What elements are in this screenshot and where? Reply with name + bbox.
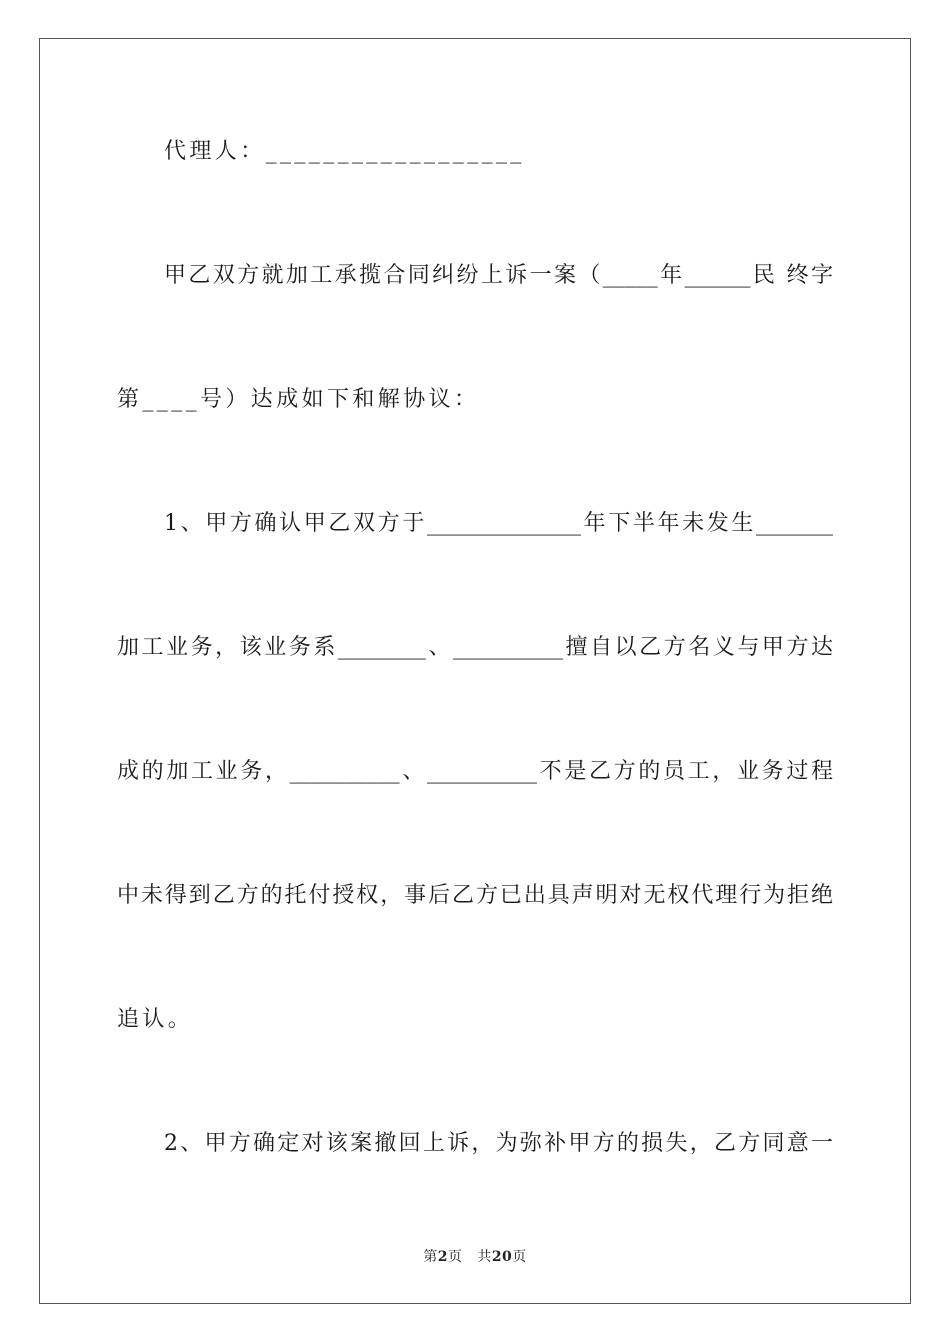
paragraph-intro-line-1: 甲乙双方就加工承揽合同纠纷上诉一案（_____年______民 终字 <box>164 263 833 288</box>
footer-total-suffix: 页 <box>512 1249 527 1265</box>
footer-total-prefix: 共 <box>477 1249 492 1265</box>
footer-page-suffix: 页 <box>447 1249 463 1265</box>
clause-1-line-1: 1、甲方确认甲乙双方于______________年下半年未发生_______ <box>164 511 833 536</box>
clause-1-line-3: 成的加工业务，__________、__________不是乙方的员工，业务过程 <box>117 759 833 784</box>
page-footer <box>0 1246 950 1266</box>
clause-2-line-1: 2、甲方确定对该案撤回上诉，为弥补甲方的损失，乙方同意一 <box>164 1131 833 1156</box>
footer-page-current: 2 <box>437 1249 448 1265</box>
page-border <box>39 38 911 1304</box>
footer-page-total: 20 <box>491 1249 513 1265</box>
clause-1-line-5: 追认。 <box>117 1007 194 1032</box>
clause-1-line-2: 加工业务，该业务系________、__________擅自以乙方名义与甲方达 <box>117 635 833 660</box>
agent-line: 代理人：__________________ <box>164 139 525 164</box>
paragraph-intro-line-2: 第____号）达成如下和解协议： <box>117 387 480 412</box>
footer-page-prefix: 第 <box>423 1249 438 1265</box>
clause-1-line-4: 中未得到乙方的托付授权，事后乙方已出具声明对无权代理行为拒绝 <box>117 883 833 908</box>
